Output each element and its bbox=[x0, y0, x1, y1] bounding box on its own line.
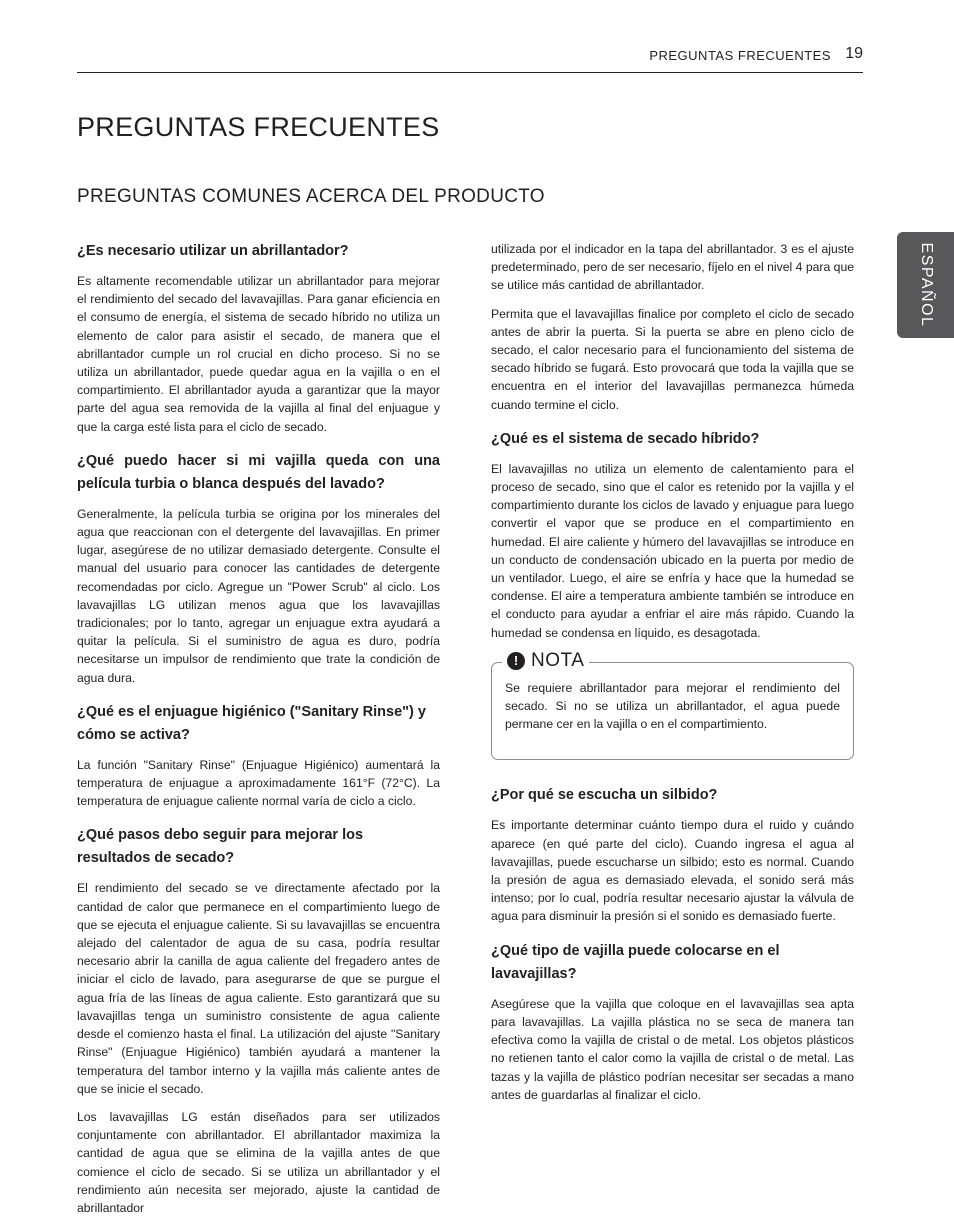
note-box bbox=[491, 649, 854, 761]
question-heading: ¿Qué es el enjuague higiénico ("Sanitary Rinse") y cómo se activa? bbox=[77, 703, 426, 743]
language-side-tab bbox=[897, 232, 954, 338]
question-heading: ¿Es necesario utilizar un abrillantador? bbox=[77, 243, 349, 259]
right-column bbox=[491, 240, 854, 1114]
question-heading: ¿Qué puedo hacer si mi vajilla queda con una película turbia o blanca después del lavado? bbox=[77, 452, 440, 492]
question-heading: ¿Qué tipo de vajilla puede colocarse en el lavavajillas? bbox=[491, 942, 780, 982]
answer-paragraph: Permita que el lavavajillas finalice por completo el ciclo de secado antes de abrir la puerta. Si la puerta se abre en pleno ciclo de secado, el calor necesario para el funcionamiento del sistema de secado híbrido se fugará. Esto provocará que toda la vajilla que se encuentra en el interior del lavavajillas permanezca húmeda cuando termine el ciclo. bbox=[491, 306, 854, 412]
answer-paragraph: Los lavavajillas LG están diseñados para ser utilizados conjuntamente con abrillantador. El abrillantador maximiza la cantidad de agua que se elimina de la vajilla antes de que comience el ciclo de secado. Si se utiliza un abrillantador y el rendimiento aún necesita ser mejorado, ajuste la cantidad de abrillantador bbox=[77, 1109, 440, 1215]
note-text: Se requiere abrillantador para mejorar el rendimiento del secado. Si no se utiliza un abrillantador, el agua puede permane cer en la vajilla o en el compartimiento. bbox=[505, 680, 840, 732]
answer-paragraph: El rendimiento del secado se ve directamente afectado por la cantidad de calor que permanece en el compartimiento luego de que se ejecuta el enjuague caliente. Si su lavavajillas se encuentra alejado del calentador de agua de su casa, podría resultar necesario abrir la canilla de agua caliente del fregadero antes de iniciar el ciclo de lavado, para asegurarse de que se purgue el agua fría de las líneas de agua caliente. Esto garantizará que su lavavajillas tenga un suministro consistente de agua caliente desde el comienzo hasta el final. La utilización del ajuste "Sanitary Rinse" (Enjuague Higiénico) también ayudará a mantener la temperatura del tambor interno y la vajilla más caliente antes de que se inicie el secado. bbox=[77, 881, 440, 1096]
question-heading: ¿Por qué se escucha un silbido? bbox=[491, 787, 718, 804]
note-header bbox=[502, 650, 589, 672]
page-number: 19 bbox=[845, 45, 863, 62]
question-heading: ¿Qué es el sistema de secado híbrido? bbox=[491, 430, 760, 447]
answer-paragraph: Generalmente, la película turbia se origina por los minerales del agua que reaccionan con el detergente del lavavajillas. En primer lugar, asegúrese de no utilizar demasiado detergente. Consulte el manual del usuario para conocer las cantidades de detergente recomendadas por ciclo. Agregue un "Power Scrub" al ciclo. Los lavavajillas LG utilizan menos agua que los lavavajillas tradicionales; por lo tanto, agregar un enjuague extra ayudará a quitar la película. Si el suministro de agua es duro, podría necesitarse un impulsor de rendimiento que trate la condición de agua dura. bbox=[77, 506, 440, 685]
running-title: PREGUNTAS FRECUENTES bbox=[649, 48, 831, 63]
warning-icon: ! bbox=[507, 652, 525, 670]
running-header bbox=[77, 44, 863, 73]
answer-paragraph: La función "Sanitary Rinse" (Enjuague Higiénico) aumentará la temperatura de enjuague a aproximadamente 161°F (72°C). La temperatura de enjuague caliente normal varía de ciclo a ciclo. bbox=[77, 757, 440, 809]
answer-paragraph: Asegúrese que la vajilla que coloque en el lavavajillas sea apta para lavavajillas. La vajilla plástica no se seca de manera tan efectiva como la vajilla de cristal o de metal. Los objetos plásticos no retienen tanto el calor como la vajilla de cristal o de metal. Las tazas y la vajilla de plástico podrían necesitar ser secadas a mano antes de guardarlas al finalizar el ciclo. bbox=[491, 996, 854, 1102]
answer-paragraph: Es importante determinar cuánto tiempo dura el ruido y cuándo aparece (en qué parte del ciclo). Cuando ingresa el agua al lavavajillas, puede escucharse un silbido; esto es normal. Cuando la presión de agua es demasiado elevada, el sonido será más intenso; por lo cual, podría resultar necesario ajustar la válvula de agua para disminuir la presión si el sonido es demasiado fuerte. bbox=[491, 818, 854, 924]
section-title: PREGUNTAS COMUNES ACERCA DEL PRODUCTO bbox=[77, 186, 545, 207]
language-tab-label: ESPAÑOL bbox=[917, 242, 935, 328]
answer-paragraph: utilizada por el indicador en la tapa del abrillantador. 3 es el ajuste predeterminado, pero de ser necesario, fíjelo en el nivel 4 para que se utilice más cantidad de abrillantador. bbox=[491, 242, 854, 293]
page-title: PREGUNTAS FRECUENTES bbox=[77, 112, 440, 142]
answer-paragraph: El lavavajillas no utiliza un elemento de calentamiento para el proceso de secado, sino que el calor es retenido por la vajilla y el compartimiento durante los ciclos de lavado y enjuague para luego convertir el vapor que se produce en el compartimiento en humedad. El aire caliente y húmero del lavavajillas se introduce en un conducto de condensación ubicado en la puerta por medio de un ventilador. Luego, el aire se enfría y hace que la humedad se condense. El aire a temperatura ambiente también se introduce en el conducto para ayudar a enfriar el aire más rápido. Cuando la humedad se condensa en líquido, es desagotada. bbox=[491, 461, 854, 640]
left-column bbox=[77, 240, 440, 1227]
question-heading: ¿Qué pasos debo seguir para mejorar los resultados de secado? bbox=[77, 827, 364, 867]
note-title: NOTA bbox=[531, 649, 585, 671]
answer-paragraph: Es altamente recomendable utilizar un abrillantador para mejorar el rendimiento del secado del lavavajillas. Para ganar eficiencia en el consumo de energía, el sistema de secado híbrido no utiliza un elemento de calor para asistir el secado, de manera que el abrillantador cumple un rol crucial en dicho proceso. Si no se utiliza un abrillantador, puede quedar agua en la vajilla o en el compartimiento. El abrillantador ayuda a garantizar que la mayor parte del agua sea removida de la vajilla al final del enjuague y que la carga esté lista para el ciclo de secado. bbox=[77, 274, 440, 434]
